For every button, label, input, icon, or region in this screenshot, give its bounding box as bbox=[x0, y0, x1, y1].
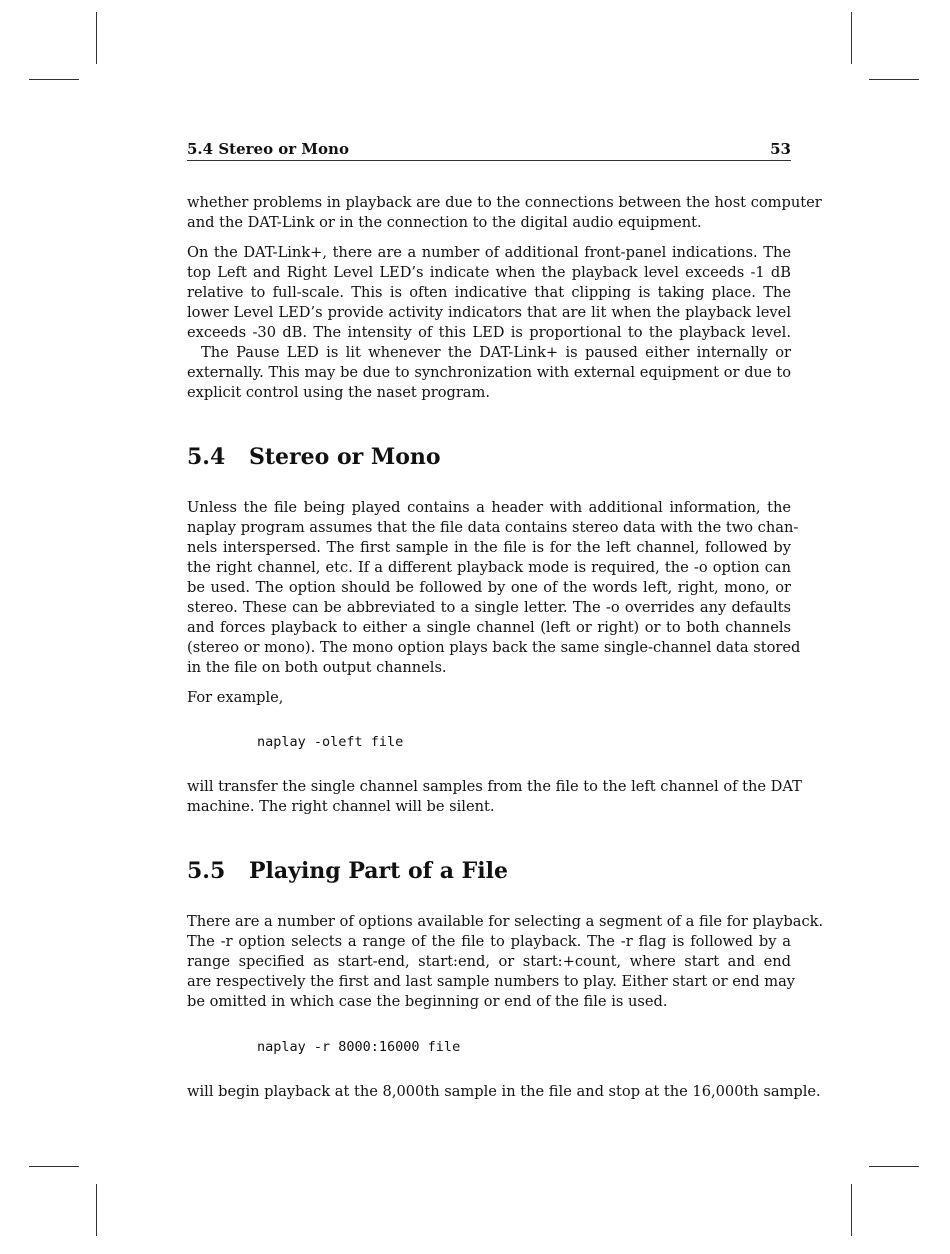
crop-mark bbox=[96, 12, 97, 64]
text-line: lower Level LED’s provide activity indicators that are lit when the playback level bbox=[187, 304, 791, 321]
text-line: and the DAT-Link or in the connection to the digital audio equipment. bbox=[187, 214, 702, 231]
crop-mark bbox=[96, 1184, 97, 1236]
text-line: explicit control using the naset program. bbox=[187, 384, 490, 401]
crop-mark bbox=[851, 1184, 852, 1236]
crop-mark bbox=[29, 79, 79, 80]
paragraph bbox=[187, 193, 822, 233]
text-line: externally. This may be due to synchronization with external equipment or due to bbox=[187, 364, 791, 381]
crop-mark bbox=[869, 1166, 919, 1167]
paragraph bbox=[187, 688, 791, 708]
text-line: exceeds -30 dB. The intensity of this LED is proportional to the playback level. bbox=[187, 324, 791, 341]
paragraph bbox=[187, 243, 791, 403]
section-number: 5.4 bbox=[187, 444, 226, 470]
text-line: stereo. These can be abbreviated to a single letter. The -o overrides any defaults bbox=[187, 599, 791, 616]
text-line: the right channel, etc. If a different playback mode is required, the -o option can bbox=[187, 559, 791, 576]
text-line: and forces playback to either a single channel (left or right) or to both channels bbox=[187, 619, 791, 636]
code-example: naplay -oleft file bbox=[257, 734, 404, 750]
section-heading-5-4 bbox=[187, 444, 441, 470]
section-heading-5-5 bbox=[187, 858, 508, 884]
text-line: For example, bbox=[187, 689, 284, 706]
section-number: 5.5 bbox=[187, 858, 226, 884]
page-number: 53 bbox=[770, 140, 791, 158]
text-line: range specified as start-end, start:end, or start:+count, where start and end bbox=[187, 953, 791, 970]
running-header bbox=[187, 140, 791, 161]
text-line: The -r option selects a range of the file to playback. The -r flag is followed by a bbox=[187, 933, 791, 950]
paragraph bbox=[187, 498, 801, 678]
text-line: relative to full-scale. This is often indicative that clipping is taking place. The bbox=[187, 284, 791, 301]
text-line: The Pause LED is lit whenever the DAT-Link+ is paused either internally or bbox=[201, 344, 791, 361]
text-line: naplay program assumes that the file data contains stereo data with the two chan- bbox=[187, 519, 799, 536]
text-line: There are a number of options available for selecting a segment of a file for playback. bbox=[187, 913, 824, 930]
section-title: Stereo or Mono bbox=[249, 444, 441, 470]
header-section-title: 5.4 Stereo or Mono bbox=[187, 140, 349, 158]
text-line: will begin playback at the 8,000th sample in the file and stop at the 16,000th sample. bbox=[187, 1083, 821, 1100]
crop-mark bbox=[869, 79, 919, 80]
text-line: in the file on both output channels. bbox=[187, 659, 447, 676]
crop-mark bbox=[29, 1166, 79, 1167]
text-line: On the DAT-Link+, there are a number of additional front-panel indications. The bbox=[187, 244, 791, 261]
text-line: top Left and Right Level LED’s indicate when the playback level exceeds -1 dB bbox=[187, 264, 791, 281]
text-line: Unless the file being played contains a header with additional information, the bbox=[187, 499, 791, 516]
text-line: be used. The option should be followed by one of the words left, right, mono, or bbox=[187, 579, 791, 596]
paragraph bbox=[187, 777, 802, 817]
text-line: nels interspersed. The first sample in the file is for the left channel, followed by bbox=[187, 539, 791, 556]
text-line: be omitted in which case the beginning or end of the file is used. bbox=[187, 993, 668, 1010]
text-line: (stereo or mono). The mono option plays back the same single-channel data stored bbox=[187, 639, 801, 656]
text-line: machine. The right channel will be silent. bbox=[187, 798, 495, 815]
text-line: are respectively the first and last sample numbers to play. Either start or end may bbox=[187, 973, 796, 990]
text-line: will transfer the single channel samples from the file to the left channel of the DAT bbox=[187, 778, 802, 795]
text-line: whether problems in playback are due to the connections between the host computer bbox=[187, 194, 822, 211]
paragraph bbox=[187, 912, 824, 1012]
section-title: Playing Part of a File bbox=[249, 858, 508, 884]
paragraph bbox=[187, 1082, 821, 1102]
crop-mark bbox=[851, 12, 852, 64]
code-example: naplay -r 8000:16000 file bbox=[257, 1039, 461, 1055]
